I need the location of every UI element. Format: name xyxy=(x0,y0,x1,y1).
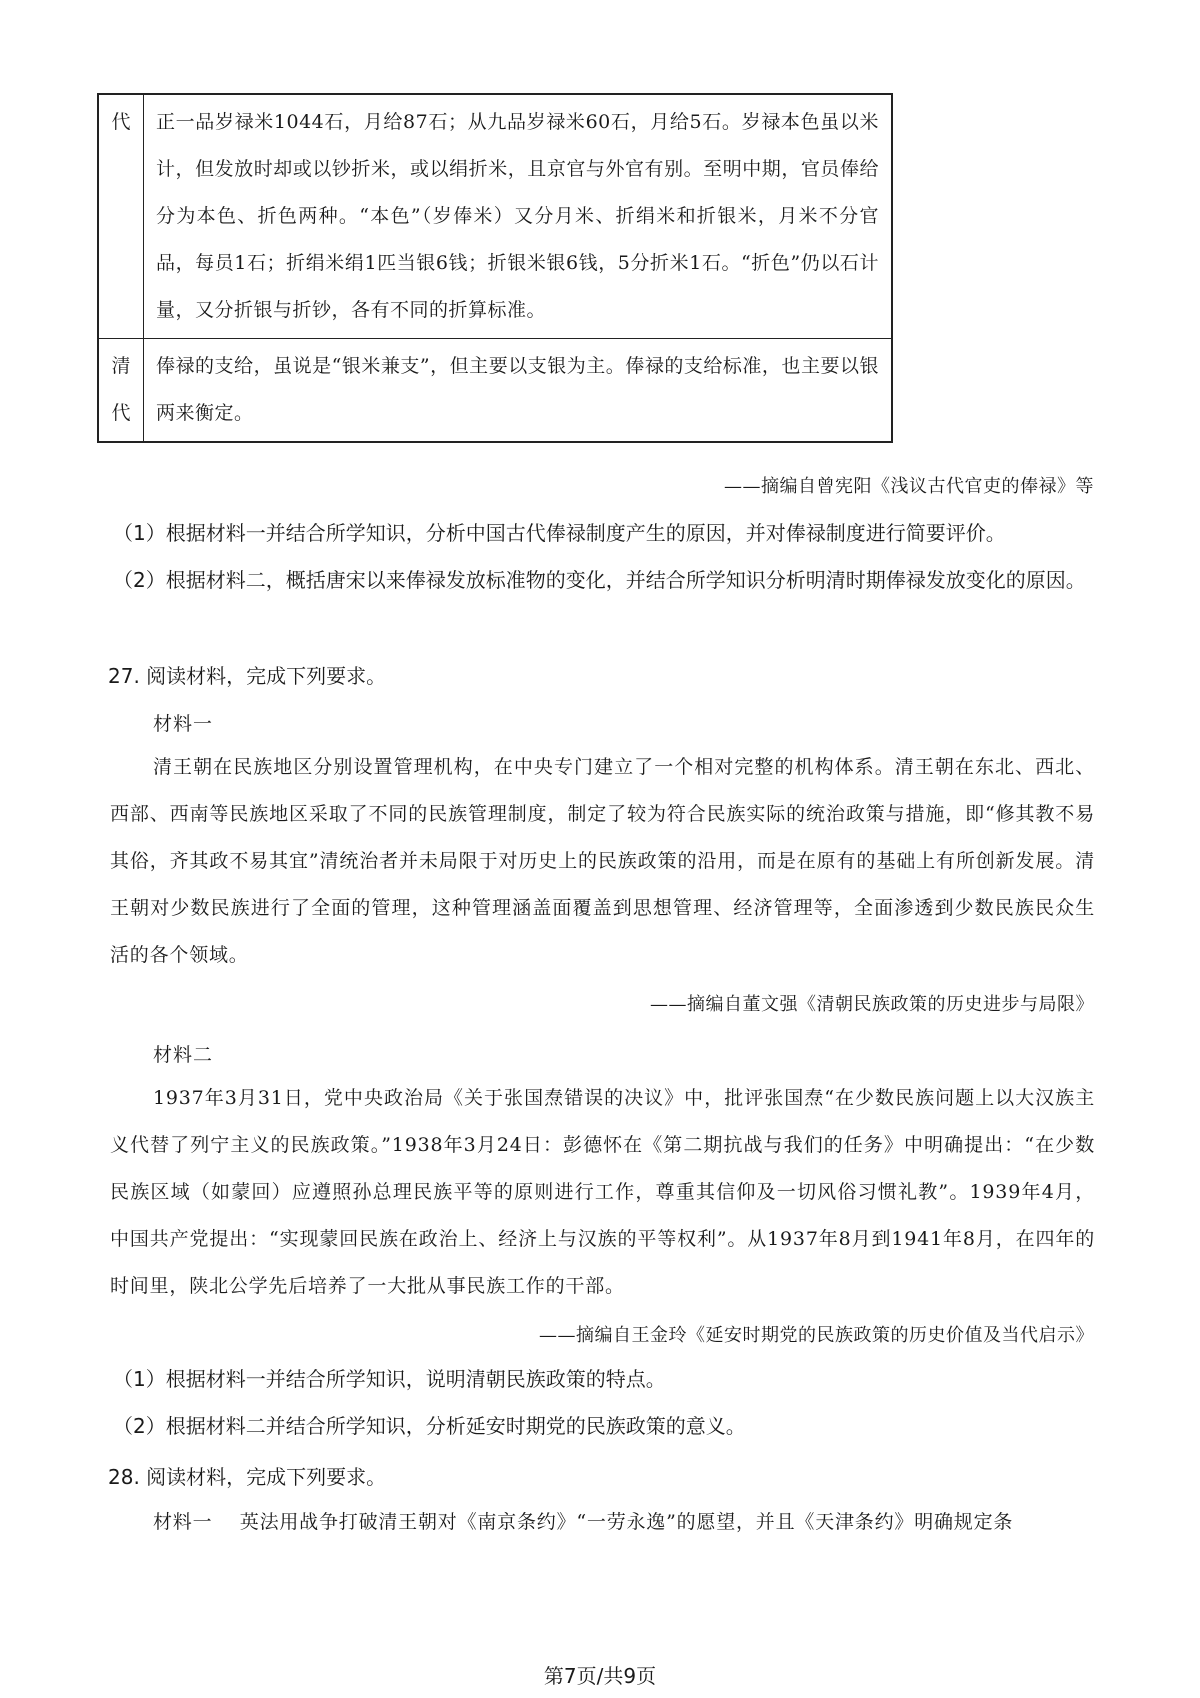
material-paragraph: 1937年3月31日，党中央政治局《关于张国焘错误的决议》中，批评张国焘“在少数民族问题上以大汉族主义代替了列宁主义的民族政策。”1938年3月24日：彭德怀在《第二期抗战与我们的任务》中明确提出：“在少数民族区域（如蒙回）应遵照孙总理民族平等的原则进行工作，尊重其信仰及一切风俗习惯礼教”。1939年4月，中国共产党提出：“实现蒙回民族在政治上、经济上与汉族的平等权利”。从1937年8月到1941年8月，在四年的时间里，陕北公学先后培养了一大批从事民族工作的干部。 xyxy=(110,1087,1095,1297)
table-row-ming xyxy=(98,94,892,339)
question-27-sub1: （1）根据材料一并结合所学知识，说明清朝民族政策的特点。 xyxy=(113,1367,666,1391)
dynasty-cell xyxy=(98,339,144,443)
dynasty-char: 清 xyxy=(111,355,131,377)
material-label: 材料一 xyxy=(153,713,214,735)
table-row-qing xyxy=(98,339,892,443)
dynasty-char: 代 xyxy=(111,111,131,133)
material-label: 材料二 xyxy=(153,1044,214,1066)
material-paragraph xyxy=(110,1499,1095,1546)
dynasty-cell xyxy=(98,94,144,339)
material-text: 英法用战争打破清王朝对《南京条约》“一劳永逸”的愿望，并且《天津条约》明确规定条 xyxy=(239,1511,1014,1533)
dynasty-char: 代 xyxy=(111,402,131,424)
salary-text-cell: 俸禄的支给，虽说是“银米兼支”，但主要以支银为主。俸禄的支给标准，也主要以银两来衡定。 xyxy=(144,339,893,443)
source-citation: ——摘编自董文强《清朝民族政策的历史进步与局限》 xyxy=(650,994,1094,1015)
question-26-sub2: （2）根据材料二，概括唐宋以来俸禄发放标准物的变化，并结合所学知识分析明清时期俸禄发放变化的原因。 xyxy=(113,568,1086,592)
material-table xyxy=(97,93,893,443)
page-footer: 第7页/共9页 xyxy=(543,1664,657,1688)
question-27-sub2: （2）根据材料二并结合所学知识，分析延安时期党的民族政策的意义。 xyxy=(113,1414,746,1438)
question-27-title: 27. 阅读材料，完成下列要求。 xyxy=(108,664,387,688)
material-label: 材料一 xyxy=(153,1511,213,1533)
material-paragraph: 清王朝在民族地区分别设置管理机构，在中央专门建立了一个相对完整的机构体系。清王朝在东北、西北、西部、西南等民族地区采取了不同的民族管理制度，制定了较为符合民族实际的统治政策与措施，即“修其教不易其俗，齐其政不易其宜”清统治者并未局限于对历史上的民族政策的沿用，而是在原有的基础上有所创新发展。清王朝对少数民族进行了全面的管理，这种管理涵盖面覆盖到思想管理、经济管理等，全面渗透到少数民族民众生活的各个领域。 xyxy=(110,756,1095,966)
question-28-title: 28. 阅读材料，完成下列要求。 xyxy=(108,1465,387,1489)
source-citation: ——摘编自曾宪阳《浅议古代官吏的俸禄》等 xyxy=(724,476,1094,497)
question-26-sub1: （1）根据材料一并结合所学知识，分析中国古代俸禄制度产生的原因，并对俸禄制度进行简要评价。 xyxy=(113,521,1006,545)
source-citation: ——摘编自王金玲《延安时期党的民族政策的历史价值及当代启示》 xyxy=(539,1325,1094,1346)
salary-text-cell: 正一品岁禄米1044石，月给87石；从九品岁禄米60石，月给5石。岁禄本色虽以米计，但发放时却或以钞折米，或以绢折米，且京官与外官有别。至明中期，官员俸给分为本色、折色两种。“本色”（岁俸米）又分月米、折绢米和折银米，月米不分官品，每员1石；折绢米绢1匹当银6钱；折银米银6钱，5分折米1石。“折色”仍以石计量，又分折银与折钞，各有不同的折算标准。 xyxy=(144,94,893,339)
